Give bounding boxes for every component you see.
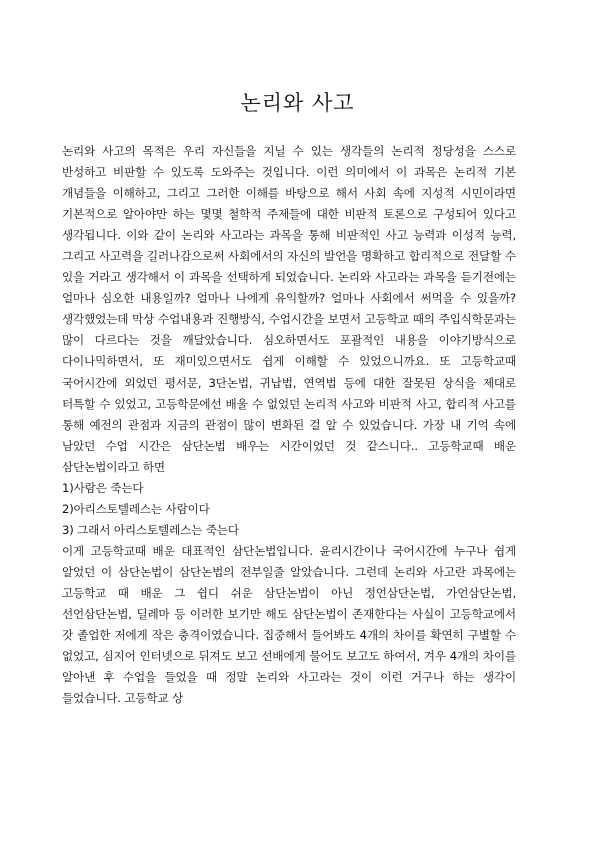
list-item-3: 3) 그래서 아리스토텔레스는 죽는다 <box>62 522 239 537</box>
document-body <box>62 141 516 709</box>
list-item-2: 2)아리스토텔레스는 사람이다 <box>62 501 210 516</box>
document-title: 논리와 사고 <box>240 91 355 115</box>
paragraph-2: 이게 고등학교때 배운 대표적인 삼단논법입니다. 윤리시간이나 국어시간에 누구나 쉽게 알었던 이 삼단논법이 삼단논법의 전부일줄 알았습니다. 그런데 논리와 사고란 과목에는 고등학교 때 배운 그 쉽디 쉬운 삼단논법이 아닌 정언삼단논법, 가언삼단논법, 선언삼단논법, 딜레마 등 이러한 보기만 해도 삼단논법이 존재한다는 사실이 고등학교에서 갓 졸업한 저에게 작은 충격이였습니다. 집중해서 들어봐도 4개의 차이를 확연히 구별할 수 없었고, 심지어 인터넷으로 뒤져도 보고 선배에게 물어도 보고도 하여서, 겨우 4개의 차이를 알아낸 후 수업을 들었을 때 정말 논리와 사고라는 것이 이런 거구나 하는 생각이 들었습니다. 고등학교 상 <box>62 543 516 706</box>
list-item-1: 1)사람은 죽는다 <box>62 480 144 495</box>
paragraph-1: 논리와 사고의 목적은 우리 자신들을 지닐 수 있는 생각들의 논리적 정당성을 스스로 반성하고 비판할 수 있도록 도와주는 것입니다. 이런 의미에서 이 과목은 논리적 기본 개념들을 이해하고, 그리고 그러한 이해를 바탕으로 해서 사회 속에 지성적 시민이라면 기본적으로 알아야만 하는 몇몇 철학적 주제들에 대한 비판적 토론으로 구성되어 있다고 생각됩니다. 이와 같이 논리와 사고라는 과목을 통해 비판적인 사고 능력과 이성적 능력, 그리고 사고력을 길러나감으로써 사회에서의 자신의 발언을 명확하고 합리적으로 전달할 수 있을 거라고 생각해서 이 과목을 선택하게 되었습니다. 논리와 사고라는 과목을 듣기전에는 얼마나 심오한 내용일까? 얼마나 나에게 유익할까? 얼마나 사회에서 써먹을 수 있을까? 생각했었는데 막상 수업내용과 진행방식, 수업시간을 보면서 고등학교 때의 주입식학문과는 많이 다르다는 것을 깨달았습니다. 심오하면서도 포괄적인 내용을 이야기방식으로 다이나믹하면서, 또 재미있으면서도 쉽게 이해할 수 있었으니까요. 또 고등학교때 국어시간에 외었던 평서문, 3단논법, 귀납법, 연역법 등에 대한 잘못된 상식을 제대로 터특할 수 있었고, 고등학문에선 배울 수 없었던 논리적 사고와 비판적 사고, 합리적 사고를 통해 예전의 관점과 지금의 관점이 많이 변화된 걸 알 수 있었습니다. 가장 내 기억 속에 남았던 수업 시간은 삼단논법 배우는 시간이었던 것 같스니다.. 고등학교때 배운 삼단논법이라고 하면 <box>62 144 516 474</box>
